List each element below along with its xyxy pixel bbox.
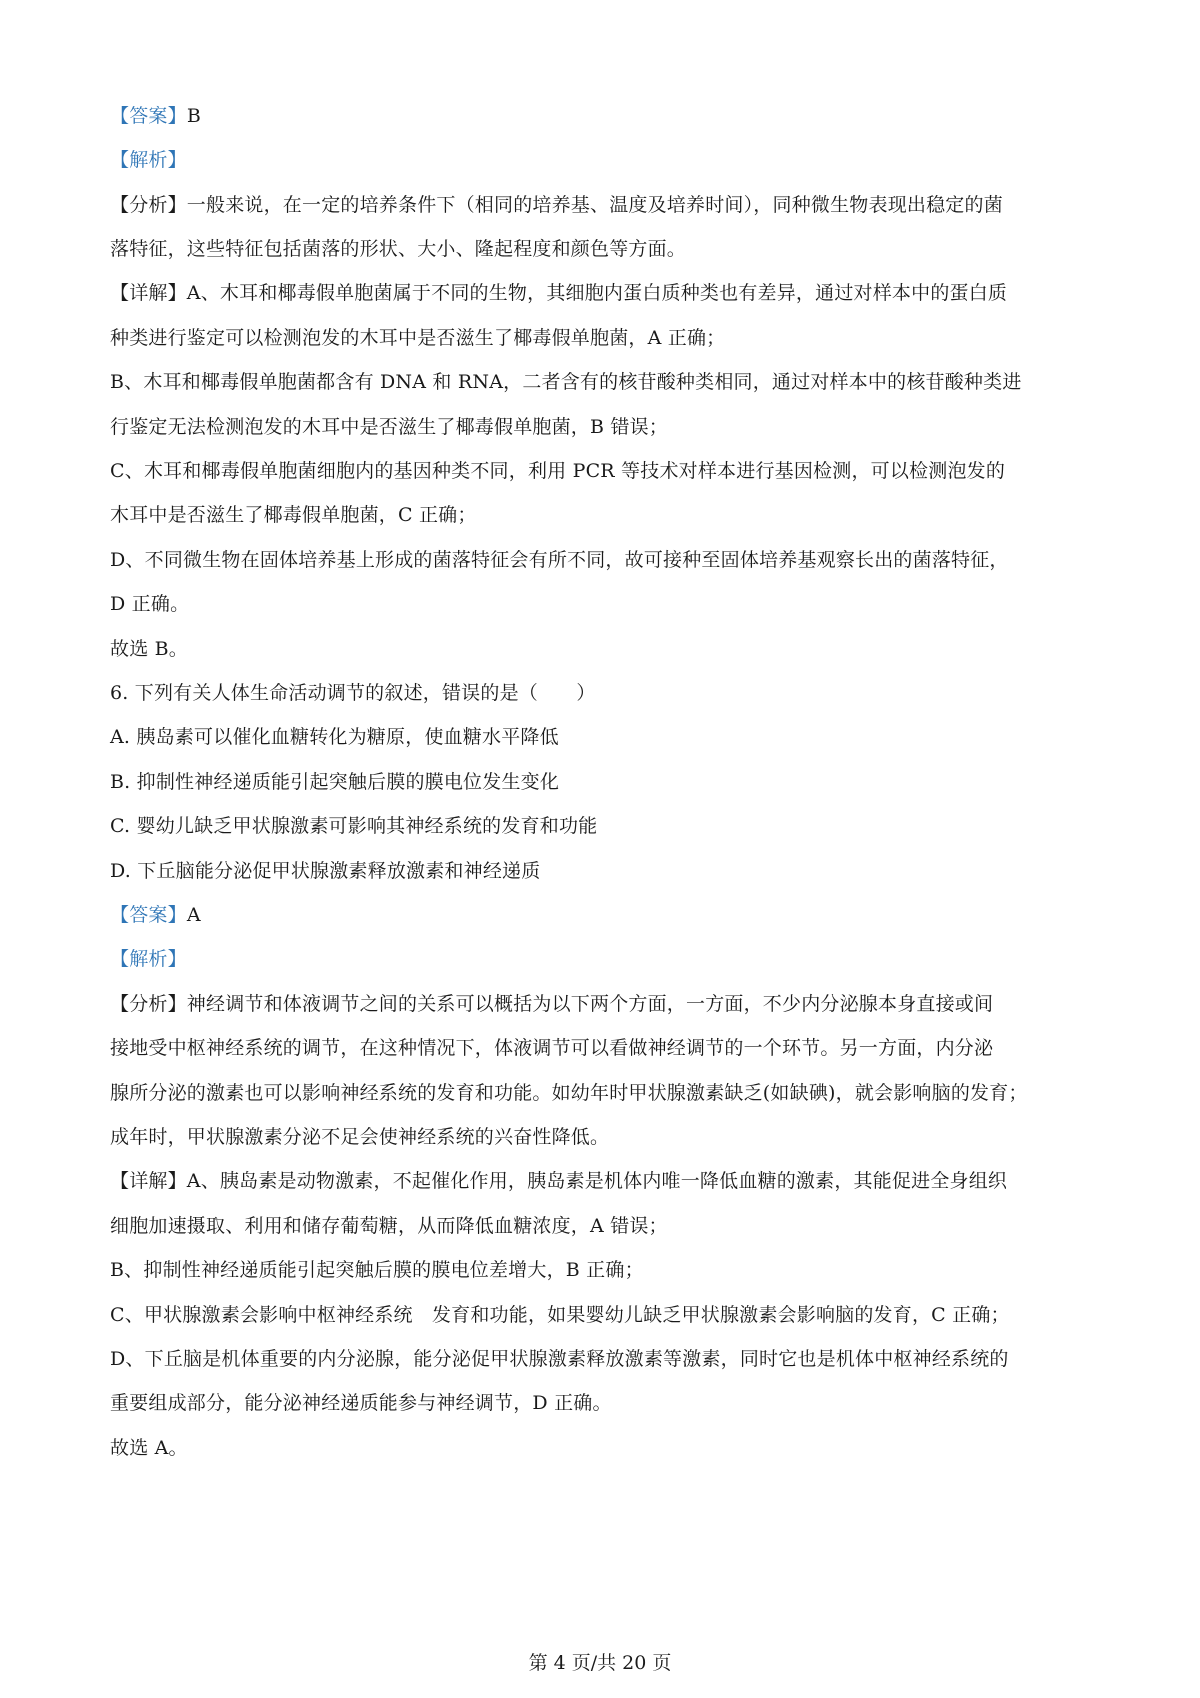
q5-explain-tag: 【解析】 [110,149,187,171]
q6-analysis-line: 【分析】神经调节和体液调节之间的关系可以概括为以下两个方面，一方面，不少内分泌腺本身直接或间 [110,993,994,1015]
q6-detail-line: 重要组成部分，能分泌神经递质能参与神经调节，D 正确。 [110,1392,612,1414]
q6-analysis-line: 成年时，甲状腺激素分泌不足会使神经系统的兴奋性降低。 [110,1126,610,1148]
q6-detail-line: 【详解】A、胰岛素是动物激素，不起催化作用，胰岛素是机体内唯一降低血糖的激素，其能促进全身组织 [110,1170,1008,1192]
q5-detail-line: D、不同微生物在固体培养基上形成的菌落特征会有所不同，故可接种至固体培养基观察长出的菌落特征， [110,549,1009,571]
q6-detail-line: 细胞加速摄取、利用和储存葡萄糖，从而降低血糖浓度，A 错误； [110,1215,668,1237]
q6-stem: 6. 下列有关人体生命活动调节的叙述，错误的是（ ） [110,682,596,704]
q6-option-d: D. 下丘脑能分泌促甲状腺激素释放激素和神经递质 [110,860,541,882]
q5-analysis-line: 【分析】一般来说，在一定的培养条件下（相同的培养基、温度及培养时间），同种微生物表现出稳定的菌 [110,194,1003,216]
q5-analysis-line: 落特征，这些特征包括菌落的形状、大小、隆起程度和颜色等方面。 [110,238,687,260]
q6-option-a: A. 胰岛素可以催化血糖转化为糖原，使血糖水平降低 [110,726,559,748]
q6-detail-line: D、下丘脑是机体重要的内分泌腺，能分泌促甲状腺激素释放激素等激素，同时它也是机体中枢神经系统的 [110,1348,1009,1370]
q6-detail-line: B、抑制性神经递质能引起突触后膜的膜电位差增大，B 正确； [110,1259,644,1281]
answer-value: B [186,105,201,127]
q6-conclusion: 故选 A。 [110,1437,188,1459]
q5-conclusion: 故选 B。 [110,638,189,660]
q6-detail-line: C、甲状腺激素会影响中枢神经系统 发育和功能，如果婴幼儿缺乏甲状腺激素会影响脑的发育，C 正确； [110,1304,1010,1326]
q6-option-c: C. 婴幼儿缺乏甲状腺激素可影响其神经系统的发育和功能 [110,815,598,837]
q6-analysis-line: 接地受中枢神经系统的调节，在这种情况下，体液调节可以看做神经调节的一个环节。另一方面，内分泌 [110,1037,994,1059]
q5-detail-line: 【详解】A、木耳和椰毒假单胞菌属于不同的生物，其细胞内蛋白质种类也有差异，通过对样本中的蛋白质 [110,282,1008,304]
answer-tag: 【答案】 [110,105,187,127]
q5-detail-line: 木耳中是否滋生了椰毒假单胞菌，C 正确； [110,504,477,526]
answer-value: A [186,904,201,926]
q5-detail-line: D 正确。 [110,593,190,615]
q5-answer [110,103,1100,129]
q5-detail-line: C、木耳和椰毒假单胞菌细胞内的基因种类不同，利用 PCR 等技术对样本进行基因检测，可以检测泡发的 [110,460,1006,482]
q6-answer [110,902,1100,928]
q6-analysis-line: 腺所分泌的激素也可以影响神经系统的发育和功能。如幼年时甲状腺激素缺乏(如缺碘)，就会影响脑的发育； [110,1082,1028,1104]
q6-option-b: B. 抑制性神经递质能引起突触后膜的膜电位发生变化 [110,771,560,793]
q5-detail-line: B、木耳和椰毒假单胞菌都含有 DNA 和 RNA，二者含有的核苷酸种类相同，通过对样本中的核苷酸种类进 [110,371,1022,393]
q5-detail-line: 行鉴定无法检测泡发的木耳中是否滋生了椰毒假单胞菌，B 错误； [110,416,669,438]
answer-tag: 【答案】 [110,904,187,926]
q6-explain-tag: 【解析】 [110,948,187,970]
q5-detail-line: 种类进行鉴定可以检测泡发的木耳中是否滋生了椰毒假单胞菌，A 正确； [110,327,726,349]
page-footer: 第 4 页/共 20 页 [528,1652,672,1674]
